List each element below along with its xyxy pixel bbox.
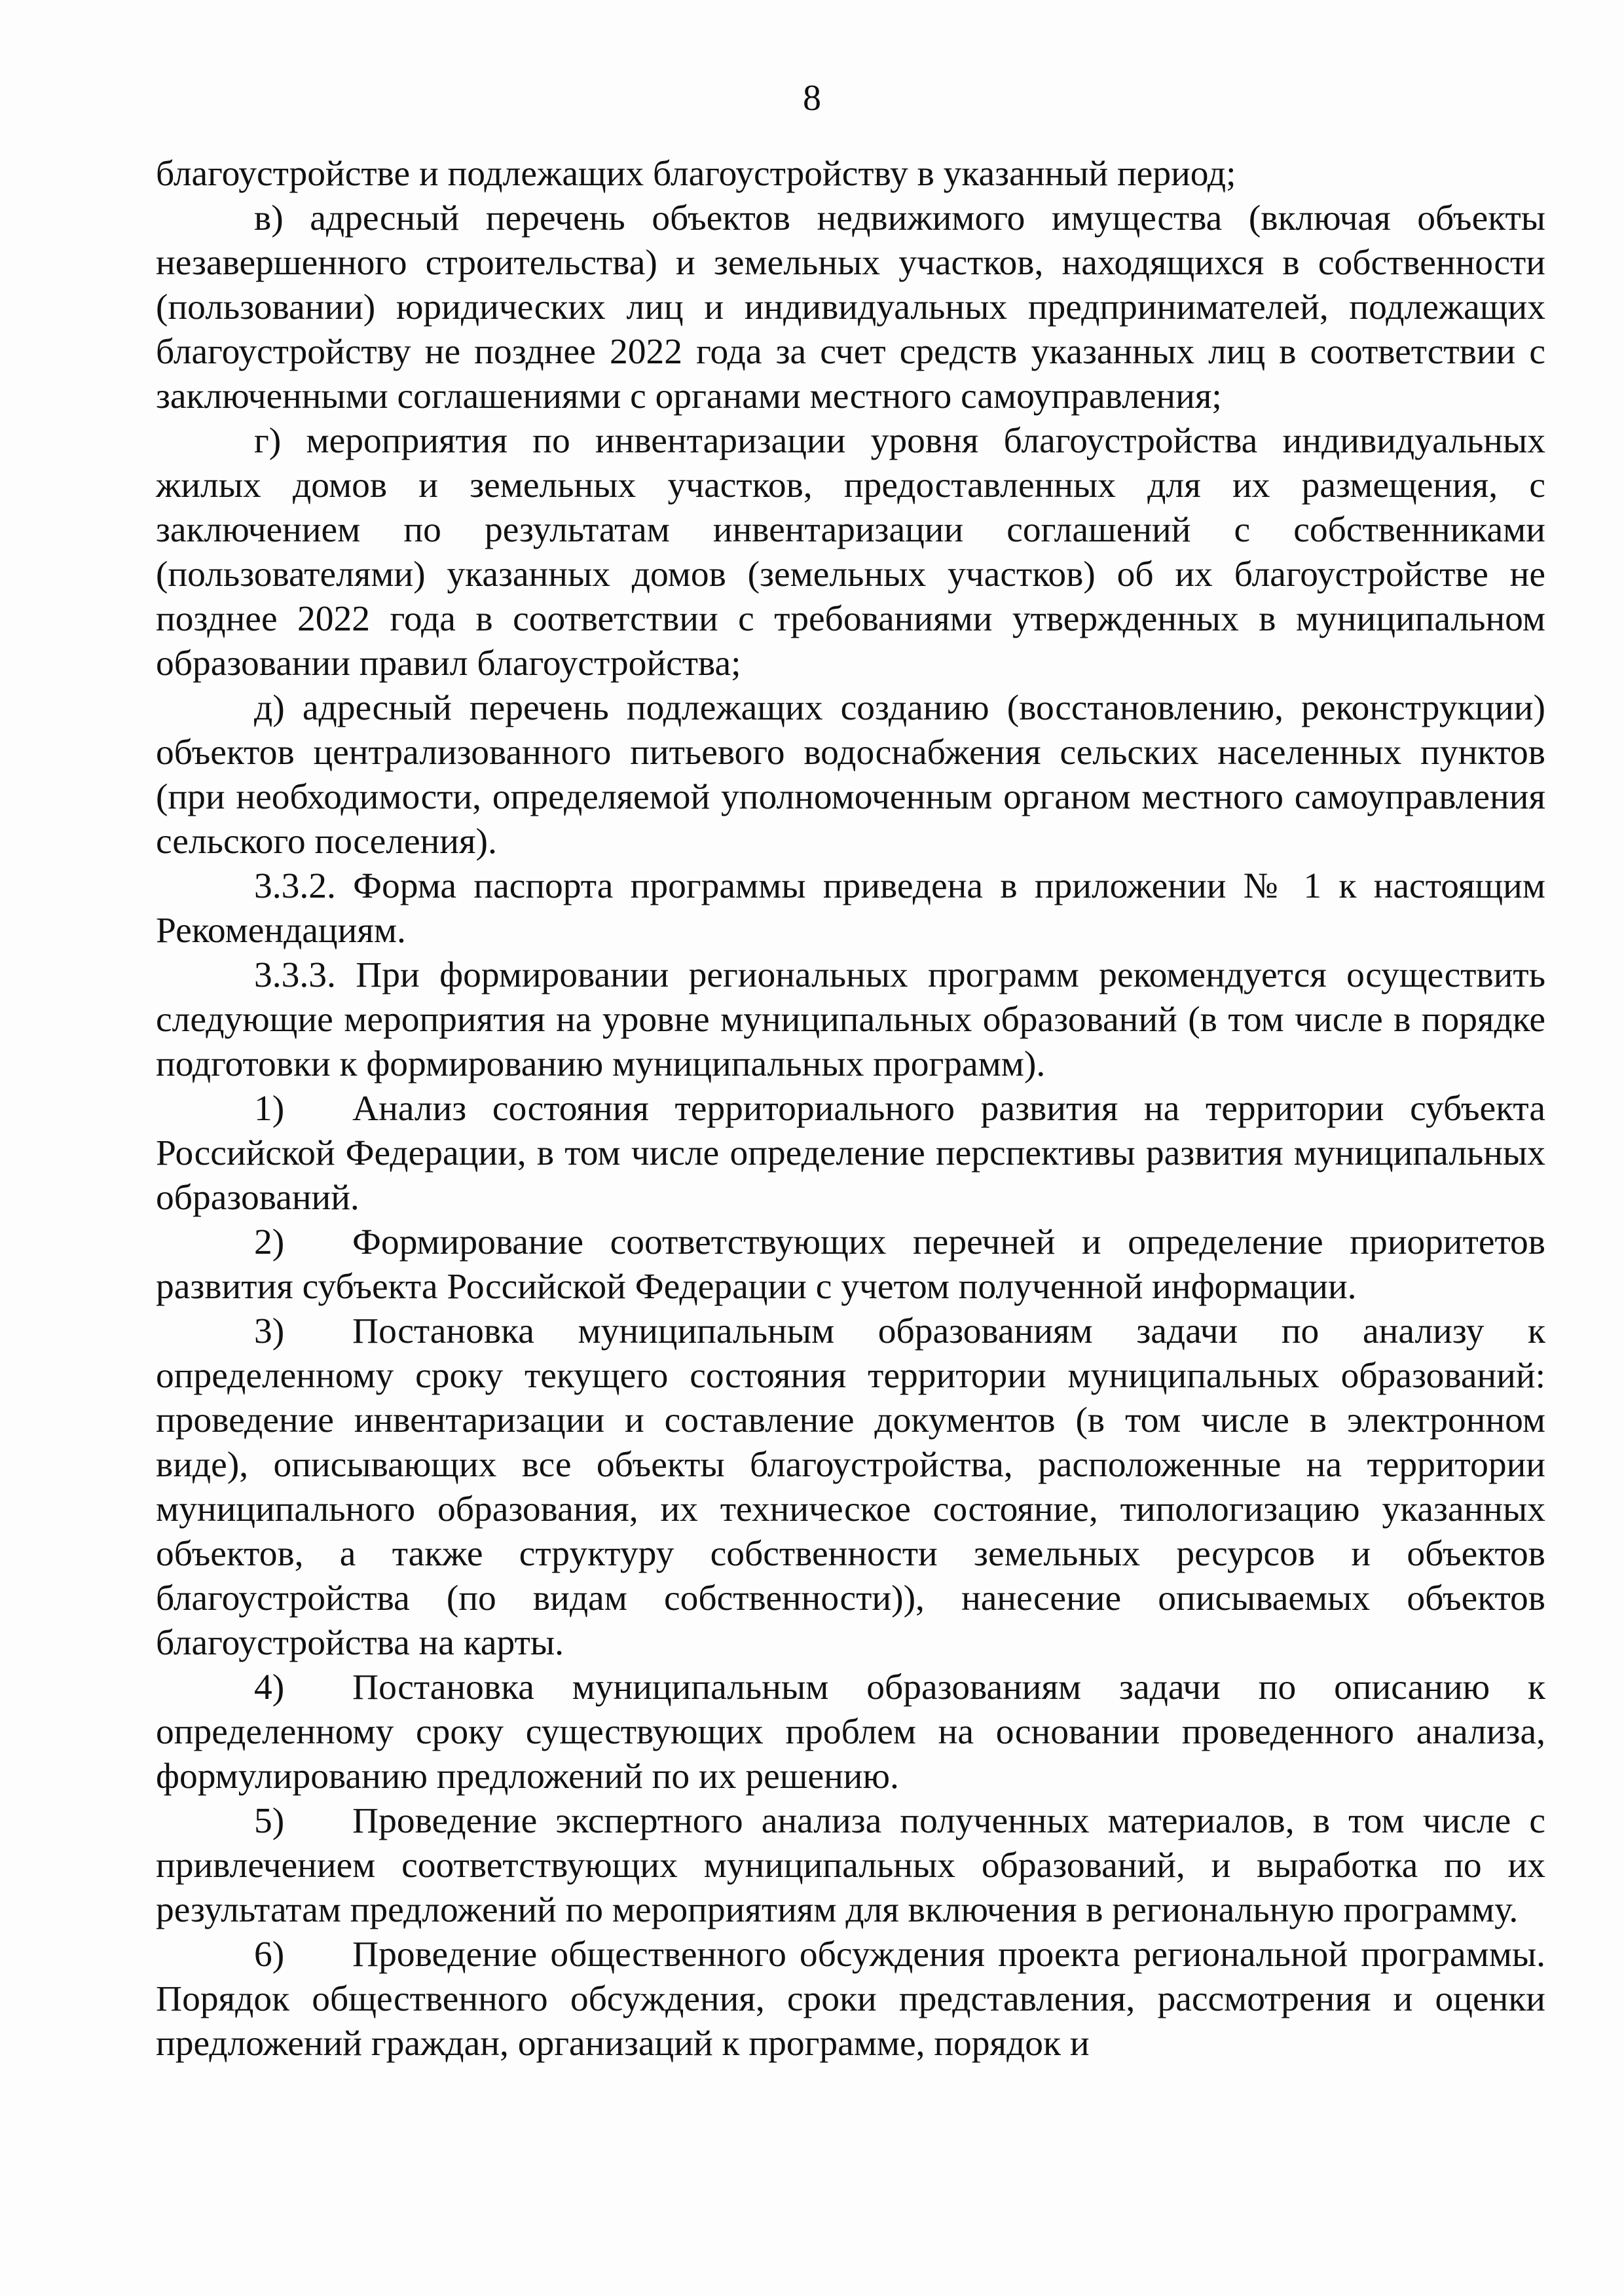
- item-text: Анализ состояния территориального развития на территории субъекта Российской Федерации, в том числе определение перспективы развития муниципальных образований.: [156, 1089, 1545, 1218]
- paragraph: 3.3.2. Форма паспорта программы приведена в приложении № 1 к настоящим Рекомендациям.: [156, 866, 1545, 951]
- paragraph: в) адресный перечень объектов недвижимого имущества (включая объекты незавершенного строительства) и земельных участков, находящихся в собственности (пользовании) юридических лиц и индивидуальных предпринимателей, подлежащих благоустройству не позднее 2022 года за счет средств указанных лиц в соответствии с заключенными соглашениями с органами местного самоуправления;: [156, 198, 1545, 416]
- item-number: 1): [254, 1089, 285, 1129]
- item-text: Формирование соответствующих перечней и определение приоритетов развития субъекта Российской Федерации с учетом полученной информации.: [156, 1222, 1545, 1307]
- item-number: 4): [254, 1667, 285, 1707]
- page-number: 8: [803, 78, 821, 118]
- paragraph: 3.3.3. При формировании региональных программ рекомендуется осуществить следующие мероприятия на уровне муниципальных образований (в том числе в порядке подготовки к формированию муниципальных программ).: [156, 955, 1545, 1084]
- numbered-item: [156, 1799, 1545, 1933]
- item-number: 3): [254, 1311, 285, 1351]
- item-number: 6): [254, 1935, 285, 1975]
- item-number: 5): [254, 1801, 285, 1841]
- paragraph: г) мероприятия по инвентаризации уровня благоустройства индивидуальных жилых домов и земельных участков, предоставленных для их размещения, с заключением по результатам инвентаризации соглашений с собственниками (пользователями) указанных домов (земельных участков) об их благоустройстве не позднее 2022 года в соответствии с требованиями утвержденных в муниципальном образовании правил благоустройства;: [156, 421, 1545, 683]
- item-text: Постановка муниципальным образованиям задачи по анализу к определенному сроку текущего состояния территории муниципальных образований: проведение инвентаризации и составление документов (в том числе в электронном виде), описывающих все объекты благоустройства, расположенные на территории муниципального образования, их техническое состояние, типологизацию указанных объектов, а также структуру собственности земельных ресурсов и объектов благоустройства (по видам собственности)), нанесение описываемых объектов благоустройства на карты.: [156, 1311, 1545, 1663]
- paragraph: благоустройстве и подлежащих благоустройству в указанный период;: [156, 154, 1236, 194]
- numbered-item: [156, 1666, 1545, 1799]
- numbered-item: [156, 1309, 1545, 1666]
- item-text: Постановка муниципальным образованиям задачи по описанию к определенному сроку существующих проблем на основании проведенного анализа, формулированию предложений по их решению.: [156, 1667, 1545, 1796]
- paragraph: д) адресный перечень подлежащих созданию (восстановлению, реконструкции) объектов централизованного питьевого водоснабжения сельских населенных пунктов (при необходимости, определяемой уполномоченным органом местного самоуправления сельского поселения).: [156, 688, 1545, 862]
- numbered-item: [156, 1220, 1545, 1309]
- numbered-item: [156, 1087, 1545, 1220]
- item-text: Проведение общественного обсуждения проекта региональной программы. Порядок общественного обсуждения, сроки представления, рассмотрения и оценки предложений граждан, организаций к программе, порядок и: [156, 1935, 1545, 2064]
- item-text: Проведение экспертного анализа полученных материалов, в том числе с привлечением соответствующих муниципальных образований, и выработка по их результатам предложений по мероприятиям для включения в региональную программу.: [156, 1801, 1545, 1930]
- document-body: [156, 152, 1545, 2066]
- numbered-item: [156, 1933, 1545, 2066]
- item-number: 2): [254, 1222, 285, 1262]
